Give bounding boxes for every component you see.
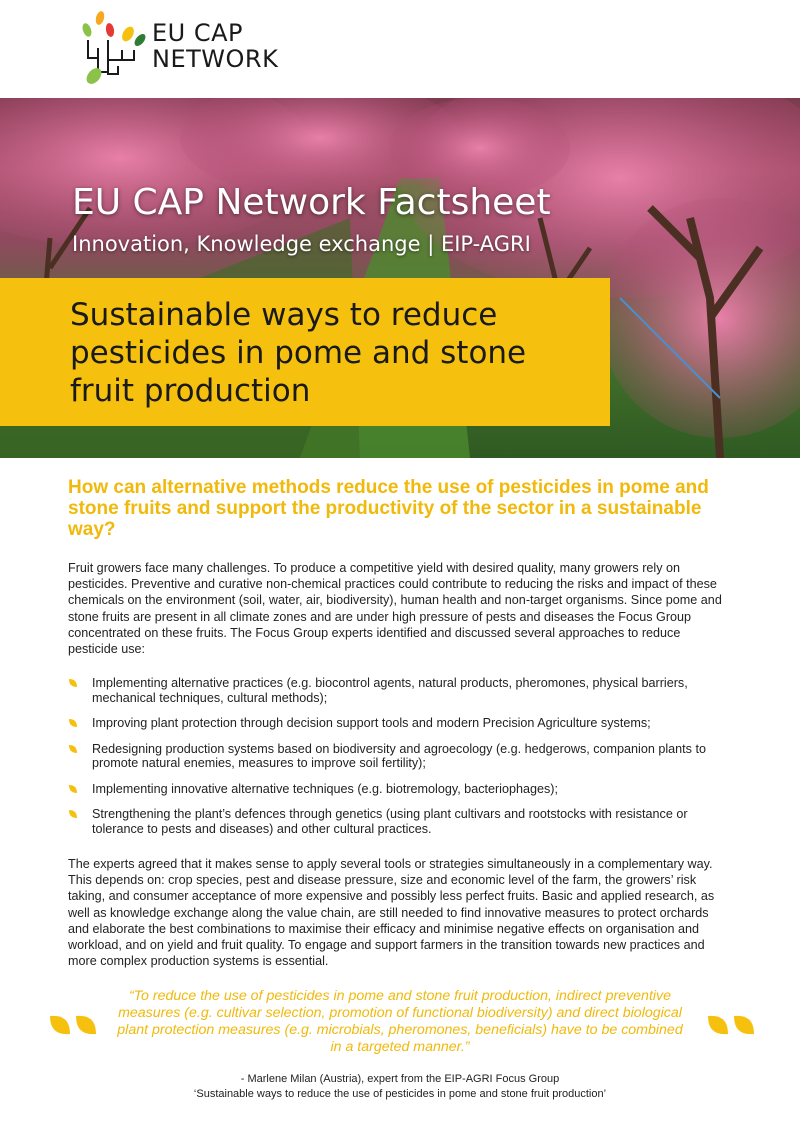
leaf-bullet-icon: [68, 809, 78, 819]
quote-attribution: [100, 1072, 700, 1101]
intro-paragraph: Fruit growers face many challenges. To produce a competitive yield with desired quality, many growers rely on pesticides. Preventive and curative non-chemical practices could contribute to reducing the risks and impact of these chemicals on the environment (soil, water, air, biodiversity), human health and non-target organisms. Since pome and stone fruits are present in all climate zones and are under high pressure of pests and diseases the Focus Group concentrated on these fruits. The Focus Group experts identified and discussed several approaches to reduce pesticide use:: [68, 561, 722, 657]
logo-wordmark: [152, 20, 278, 72]
list-item: [68, 782, 728, 797]
attribution-source: ‘Sustainable ways to reduce the use of pesticides in pome and stone fruit production’: [193, 1087, 607, 1100]
logo-line-1: EU CAP: [152, 19, 244, 47]
quote-open-icon: [48, 1012, 100, 1038]
attribution-author: - Marlene Milan (Austria), expert from the EIP-AGRI Focus Group: [240, 1073, 560, 1085]
factsheet-title: EU CAP Network Factsheet: [72, 182, 551, 223]
leaf-bullet-icon: [68, 718, 78, 728]
list-item: [68, 807, 728, 836]
list-item: [68, 742, 728, 771]
lead-question: How can alternative methods reduce the use of pesticides in pome and stone fruits and support the productivity of the sector in a sustainable way?: [68, 477, 709, 540]
headline-box: [0, 278, 610, 426]
approaches-list: [68, 676, 728, 847]
leaf-bullet-icon: [68, 784, 78, 794]
hero-banner: [0, 98, 800, 458]
eu-cap-network-logo: [78, 10, 298, 88]
quote-close-icon: [706, 1012, 758, 1038]
list-item-text: Implementing innovative alternative techniques (e.g. biotremology, bacteriophages);: [92, 781, 558, 796]
list-item: [68, 676, 728, 705]
headline: Sustainable ways to reduce pesticides in pome and stone fruit production: [70, 297, 527, 409]
list-item-text: Redesigning production systems based on biodiversity and agroecology (e.g. hedgerows, companion plants to promote natural enemies, measures to improve soil fertility);: [92, 741, 706, 770]
factsheet-subtitle: Innovation, Knowledge exchange | EIP-AGRI: [72, 232, 531, 256]
plant-logo-icon: [78, 10, 150, 86]
list-item: [68, 716, 728, 731]
expert-quote: “To reduce the use of pesticides in pome and stone fruit production, indirect preventive measures (e.g. cultivar selection, promotion of functional biodiversity) and direct biological plant protection measures (e.g. microbials, pheromones, beneficials) have to be combined in a targeted manner.”: [117, 988, 683, 1055]
conclusion-paragraph: The experts agreed that it makes sense to apply several tools or strategies simultaneously in a complementary way. This depends on: crop species, pest and disease pressure, size and economic level of the farm, the growers’ risk taking, and consumer acceptance of more expensive and possibly less perfect fruits. Basic and applied research, as well as knowledge exchange along the value chain, are still needed to find innovative measures to protect orchards and elaborate the best combinations to maximise their efficacy and minimise negative effects on organisation and workload, and on yield and fruit quality. To engage and support farmers in the transition towards new practices and more complex production systems is essential.: [68, 857, 715, 969]
logo-line-2: NETWORK: [152, 45, 279, 73]
leaf-bullet-icon: [68, 744, 78, 754]
list-item-text: Improving plant protection through decision support tools and modern Precision Agriculture systems;: [92, 716, 651, 730]
list-item-text: Implementing alternative practices (e.g. biocontrol agents, natural products, pheromones, physical barriers, mechanical techniques, cultural methods);: [92, 676, 688, 705]
list-item-text: Strengthening the plant’s defences through genetics (using plant cultivars and rootstocks with resistance or tolerance to pests and diseases) and other cultural practices.: [92, 807, 688, 836]
leaf-bullet-icon: [68, 678, 78, 688]
